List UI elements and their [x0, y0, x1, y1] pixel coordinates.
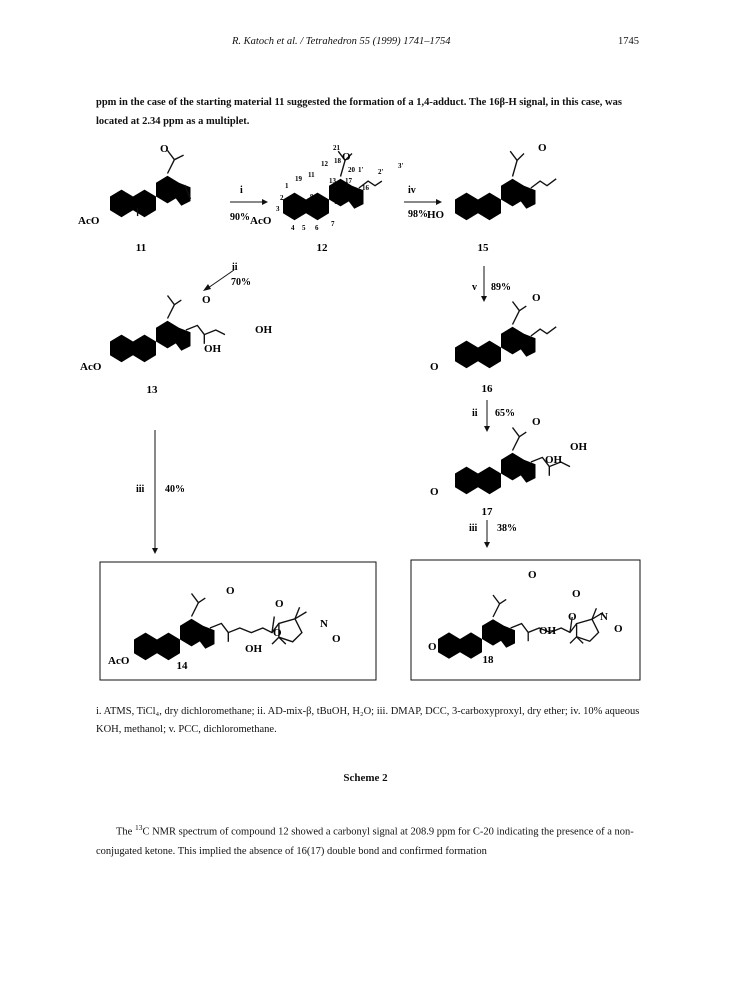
arrow-step-ii-70 [203, 270, 234, 291]
step-v-label: v [472, 282, 477, 293]
compound-12-ketone-o: O [342, 151, 351, 163]
arrow-step-iv [404, 199, 442, 205]
compound-17-ketone-o: O [532, 416, 541, 428]
body-paragraph-prefix: The [116, 826, 135, 838]
compound-17-oh-terminal: OH [570, 441, 588, 453]
compound-label-13: 13 [146, 384, 158, 396]
compound-16-enone-o: O [430, 361, 439, 373]
compound-14-ester-o: O [273, 627, 282, 639]
compound-11-structure [110, 151, 191, 218]
step-ii-label-a: ii [232, 262, 238, 273]
compound-14-box [100, 562, 376, 680]
compound-15-ketone-o: O [538, 142, 547, 154]
compound-13-ketone-o: O [202, 294, 211, 306]
compound-label-16: 16 [481, 383, 493, 395]
compound-13-oh-terminal: OH [255, 324, 273, 336]
svg-text:20: 20 [348, 166, 355, 174]
svg-text:21: 21 [333, 144, 340, 152]
arrow-step-v [481, 266, 487, 302]
compound-14-ketone-o: O [226, 585, 235, 597]
compound-11-aco: AcO [78, 215, 100, 227]
svg-text:15: 15 [353, 198, 360, 206]
svg-text:1': 1' [358, 166, 364, 174]
compound-14-oh: OH [245, 643, 263, 655]
compound-18-ketone-o: O [528, 569, 537, 581]
svg-text:14: 14 [334, 198, 341, 206]
running-header: R. Katoch et al. / Tetrahedron 55 (1999) 1741–1754 [232, 36, 451, 47]
compound-12-aco: AcO [250, 215, 272, 227]
svg-text:5: 5 [302, 224, 306, 232]
svg-text:19: 19 [295, 175, 302, 183]
compound-label-12: 12 [316, 242, 328, 254]
arrow-step-iii-38 [484, 520, 490, 548]
step-iii-yield-b: 38% [497, 523, 517, 534]
svg-text:3: 3 [276, 205, 280, 213]
compound-17-enone-o: O [430, 486, 439, 498]
step-ii-yield-b: 65% [495, 408, 515, 419]
compound-11-ketone-o: O [160, 143, 169, 155]
compound-13-oh: OH [204, 343, 222, 355]
compound-18-ester-carbonyl-o: O [572, 588, 581, 600]
step-i-label: i [240, 185, 243, 196]
compound-17-oh: OH [545, 454, 563, 466]
svg-text:10: 10 [294, 195, 301, 203]
step-iii-yield-a: 40% [165, 484, 185, 495]
compound-14-nitroxide-o: O [332, 633, 341, 645]
compound-18-structure [438, 595, 603, 659]
compound-label-15: 15 [477, 242, 489, 254]
compound-18-nitroxide-o: O [614, 623, 623, 635]
intro-paragraph: ppm in the case of the starting material 11 suggested the formation of a 1,4-adduct. The 16β-H signal, in this case, was located at 2.34 ppm as a multiplet. [96, 97, 622, 127]
svg-text:1: 1 [285, 182, 289, 190]
svg-text:12: 12 [321, 160, 328, 168]
svg-text:7: 7 [331, 220, 335, 228]
step-iv-label: iv [408, 185, 416, 196]
svg-text:16: 16 [362, 184, 369, 192]
compound-14-ester-carbonyl-o: O [275, 598, 284, 610]
svg-text:18: 18 [334, 157, 341, 165]
compound-15-structure [455, 151, 556, 220]
step-iii-label-a: iii [136, 484, 145, 495]
arrow-step-i [230, 199, 268, 205]
svg-text:8: 8 [318, 195, 322, 203]
svg-text:4: 4 [291, 224, 295, 232]
scheme-title: Scheme 2 [343, 772, 388, 784]
step-i-yield: 90% [230, 212, 250, 223]
scheme-caption: i. ATMS, TiCl₄, dry dichloromethane; ii. AD-mix-β, tBuOH, H₂O; iii. DMAP, DCC, 3-carboxyproxyl, dry ether; iv. 10% aqueous KOH, methanol; v. PCC, dichloromethane. [96, 706, 640, 735]
svg-text:9: 9 [310, 193, 314, 201]
compound-label-18: 18 [482, 654, 494, 666]
body-paragraph-text: C NMR spectrum of compound 12 showed a carbonyl signal at 208.9 ppm for C-20 indicating the presence of a non-conjugated ketone. This implied the absence of 16(17) double bond and confirmed formation [96, 826, 634, 857]
compound-18-oh: OH [539, 625, 557, 637]
svg-text:6: 6 [315, 224, 319, 232]
svg-text:3': 3' [398, 162, 404, 170]
arrow-step-ii-65 [484, 400, 490, 432]
compound-label-11: 11 [135, 242, 147, 254]
svg-text:11: 11 [308, 171, 315, 179]
step-ii-label-b: ii [472, 408, 478, 419]
compound-18-enone-o: O [428, 641, 437, 653]
step-iv-yield: 98% [408, 209, 428, 220]
compound-16-ketone-o: O [532, 292, 541, 304]
compound-label-14: 14 [176, 660, 188, 672]
page-number: 1745 [618, 36, 639, 47]
compound-13-aco: AcO [80, 361, 102, 373]
compound-16-structure [455, 302, 556, 369]
svg-text:2: 2 [280, 194, 284, 202]
svg-text:17: 17 [345, 177, 352, 185]
arrow-step-iii-40 [152, 430, 158, 554]
compound-15-ho: HO [427, 209, 445, 221]
compound-label-17: 17 [481, 506, 493, 518]
isotope-superscript: 13 [134, 823, 143, 832]
step-v-yield: 89% [491, 282, 511, 293]
compound-14-nitroxide-n: N [320, 618, 328, 630]
step-ii-yield-a: 70% [231, 277, 251, 288]
svg-text:13: 13 [329, 177, 336, 185]
compound-14-aco: AcO [108, 655, 130, 667]
svg-text:2': 2' [378, 168, 384, 176]
body-paragraph [96, 818, 641, 861]
compound-18-nitroxide-n: N [600, 611, 608, 623]
step-iii-label-b: iii [469, 523, 478, 534]
compound-18-ester-o: O [568, 611, 577, 623]
